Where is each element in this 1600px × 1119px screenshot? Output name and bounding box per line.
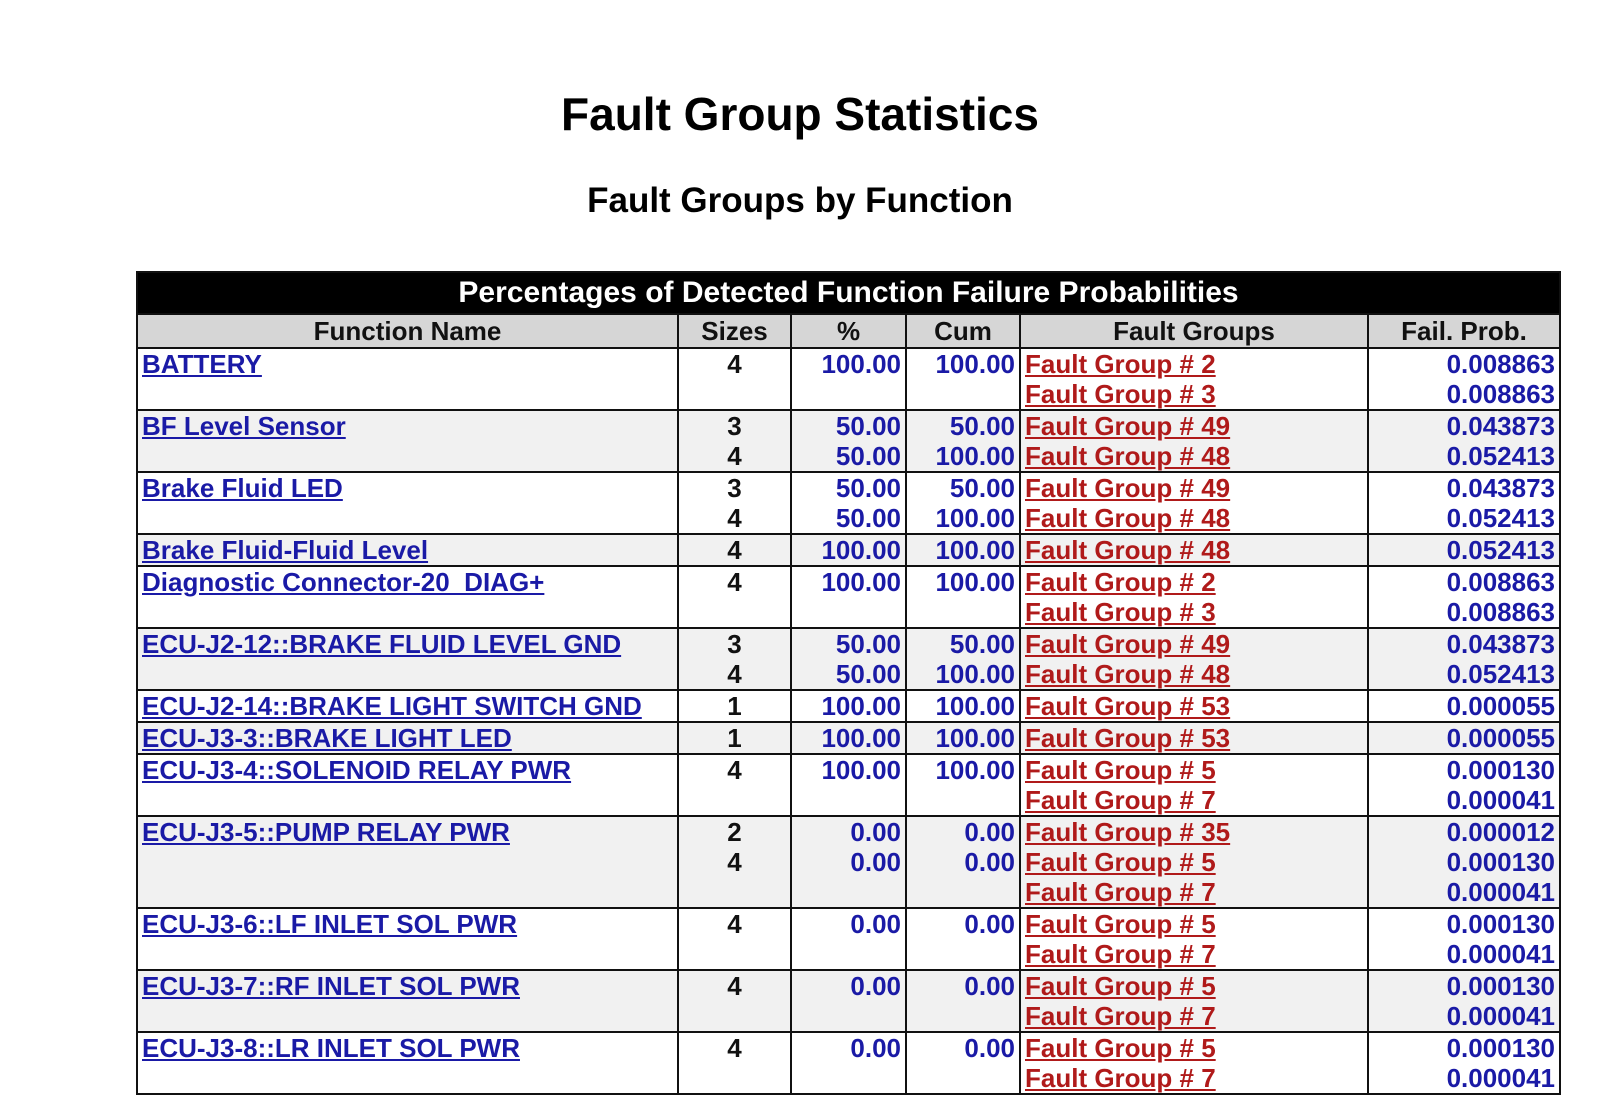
table-row — [137, 970, 1560, 1032]
function-link[interactable]: BF Level Sensor — [142, 411, 346, 441]
fault-group-link[interactable]: Fault Group # 53 — [1025, 723, 1231, 753]
cum-value: 0.00 — [964, 817, 1015, 847]
fault-group-link[interactable]: Fault Group # 7 — [1025, 785, 1216, 815]
fault-group-link[interactable]: Fault Group # 5 — [1025, 1033, 1216, 1063]
percent-value: 50.00 — [835, 441, 901, 471]
cum-cell — [906, 348, 1020, 410]
percent-cell — [791, 472, 906, 534]
function-link[interactable]: ECU-J3-4::SOLENOID RELAY PWR — [142, 755, 572, 785]
fault-group-link[interactable]: Fault Group # 5 — [1025, 909, 1216, 939]
fail-prob-cell — [1368, 722, 1560, 754]
fault-group-link[interactable]: Fault Group # 49 — [1025, 473, 1231, 503]
function-link[interactable]: ECU-J3-5::PUMP RELAY PWR — [142, 817, 510, 847]
fail-prob-value: 0.000041 — [1446, 1063, 1556, 1093]
function-name-cell — [137, 690, 678, 722]
percent-cell — [791, 534, 906, 566]
size-value: 3 — [727, 473, 742, 503]
percent-value: 50.00 — [835, 503, 901, 533]
table-caption: Percentages of Detected Function Failure Probabilities — [137, 272, 1560, 314]
percent-value: 0.00 — [850, 909, 901, 939]
fail-prob-value: 0.052413 — [1446, 659, 1556, 689]
fail-prob-cell — [1368, 816, 1560, 908]
fault-group-table — [136, 271, 1561, 1095]
fault-group-link[interactable]: Fault Group # 49 — [1025, 629, 1231, 659]
cum-cell — [906, 472, 1020, 534]
fail-prob-value: 0.008863 — [1446, 597, 1556, 627]
cum-value: 100.00 — [935, 691, 1015, 721]
cum-value: 50.00 — [949, 629, 1015, 659]
fault-groups-cell — [1020, 628, 1368, 690]
fail-prob-cell — [1368, 534, 1560, 566]
fail-prob-value: 0.052413 — [1446, 441, 1556, 471]
percent-value: 0.00 — [850, 971, 901, 1001]
cum-value: 100.00 — [935, 755, 1015, 785]
size-value: 4 — [727, 503, 742, 533]
fault-groups-cell — [1020, 754, 1368, 816]
size-value: 4 — [727, 909, 742, 939]
size-value: 4 — [727, 1033, 742, 1063]
function-name-cell — [137, 566, 678, 628]
fail-prob-value: 0.008863 — [1446, 349, 1556, 379]
fault-group-link[interactable]: Fault Group # 7 — [1025, 1063, 1216, 1093]
table-row — [137, 472, 1560, 534]
cum-value: 0.00 — [964, 1033, 1015, 1063]
column-header-fail-prob: Fail. Prob. — [1368, 314, 1560, 348]
function-name-cell — [137, 348, 678, 410]
percent-value: 50.00 — [835, 411, 901, 441]
cum-cell — [906, 628, 1020, 690]
percent-cell — [791, 628, 906, 690]
cum-cell — [906, 410, 1020, 472]
percent-value: 100.00 — [821, 691, 901, 721]
fail-prob-cell — [1368, 472, 1560, 534]
fail-prob-cell — [1368, 410, 1560, 472]
percent-cell — [791, 566, 906, 628]
percent-value: 100.00 — [821, 349, 901, 379]
column-header-sizes: Sizes — [678, 314, 791, 348]
fault-group-link[interactable]: Fault Group # 5 — [1025, 755, 1216, 785]
function-link[interactable]: Diagnostic Connector-20_DIAG+ — [142, 567, 545, 597]
function-name-cell — [137, 816, 678, 908]
function-name-cell — [137, 534, 678, 566]
table-row — [137, 754, 1560, 816]
page-subtitle: Fault Groups by Function — [587, 181, 1013, 220]
column-header-function-name: Function Name — [137, 314, 678, 348]
fault-group-link[interactable]: Fault Group # 35 — [1025, 817, 1231, 847]
column-header-fault-groups: Fault Groups — [1020, 314, 1368, 348]
size-value: 4 — [727, 535, 742, 565]
percent-cell — [791, 722, 906, 754]
fail-prob-value: 0.043873 — [1446, 473, 1556, 503]
fault-group-link[interactable]: Fault Group # 2 — [1025, 567, 1216, 597]
function-name-cell — [137, 410, 678, 472]
size-value: 4 — [727, 755, 742, 785]
fail-prob-cell — [1368, 690, 1560, 722]
function-link[interactable]: Brake Fluid-Fluid Level — [142, 535, 429, 565]
fail-prob-value: 0.052413 — [1446, 503, 1556, 533]
column-header-cum: Cum — [906, 314, 1020, 348]
cum-value: 50.00 — [949, 411, 1015, 441]
table-body — [137, 348, 1560, 1094]
percent-cell — [791, 970, 906, 1032]
size-cell — [678, 816, 791, 908]
fault-groups-cell — [1020, 534, 1368, 566]
page-title: Fault Group Statistics — [561, 88, 1039, 140]
size-value: 3 — [727, 629, 742, 659]
fail-prob-value: 0.000055 — [1446, 691, 1556, 721]
function-name-cell — [137, 722, 678, 754]
fail-prob-value: 0.008863 — [1446, 379, 1556, 409]
fault-group-table-container — [136, 271, 1559, 1095]
cum-cell — [906, 754, 1020, 816]
size-value: 2 — [727, 817, 742, 847]
fail-prob-value: 0.000130 — [1446, 755, 1556, 785]
fail-prob-value: 0.043873 — [1446, 411, 1556, 441]
fault-group-link[interactable]: Fault Group # 3 — [1025, 597, 1216, 627]
cum-cell — [906, 690, 1020, 722]
function-link[interactable]: ECU-J3-6::LF INLET SOL PWR — [142, 909, 518, 939]
fault-group-link[interactable]: Fault Group # 49 — [1025, 411, 1231, 441]
fail-prob-value: 0.000041 — [1446, 939, 1556, 969]
table-row — [137, 410, 1560, 472]
size-cell — [678, 970, 791, 1032]
fault-groups-cell — [1020, 908, 1368, 970]
fail-prob-value: 0.043873 — [1446, 629, 1556, 659]
function-link[interactable]: ECU-J3-3::BRAKE LIGHT LED — [142, 723, 512, 753]
cum-value: 100.00 — [935, 723, 1015, 753]
size-cell — [678, 566, 791, 628]
fault-groups-cell — [1020, 410, 1368, 472]
fail-prob-value: 0.000130 — [1446, 971, 1556, 1001]
size-cell — [678, 690, 791, 722]
percent-value: 50.00 — [835, 473, 901, 503]
size-cell — [678, 722, 791, 754]
fail-prob-cell — [1368, 348, 1560, 410]
fault-group-link[interactable]: Fault Group # 48 — [1025, 441, 1231, 471]
function-link[interactable]: Brake Fluid LED — [142, 473, 343, 503]
fail-prob-value: 0.000041 — [1446, 785, 1556, 815]
cum-value: 100.00 — [935, 659, 1015, 689]
cum-cell — [906, 970, 1020, 1032]
size-value: 1 — [727, 723, 742, 753]
function-name-cell — [137, 1032, 678, 1094]
percent-value: 100.00 — [821, 723, 901, 753]
percent-cell — [791, 410, 906, 472]
function-name-cell — [137, 754, 678, 816]
function-link[interactable]: ECU-J2-14::BRAKE LIGHT SWITCH GND — [142, 691, 642, 721]
fail-prob-cell — [1368, 754, 1560, 816]
percent-value: 100.00 — [821, 535, 901, 565]
fail-prob-value: 0.000130 — [1446, 1033, 1556, 1063]
size-value: 4 — [727, 659, 742, 689]
fault-group-link[interactable]: Fault Group # 3 — [1025, 379, 1216, 409]
percent-cell — [791, 816, 906, 908]
fail-prob-value: 0.000041 — [1446, 1001, 1556, 1031]
size-cell — [678, 534, 791, 566]
fault-groups-cell — [1020, 970, 1368, 1032]
fault-group-link[interactable]: Fault Group # 48 — [1025, 659, 1231, 689]
cum-value: 0.00 — [964, 909, 1015, 939]
percent-cell — [791, 754, 906, 816]
fail-prob-cell — [1368, 628, 1560, 690]
fault-groups-cell — [1020, 472, 1368, 534]
fail-prob-cell — [1368, 566, 1560, 628]
table-row — [137, 534, 1560, 566]
cum-value: 50.00 — [949, 473, 1015, 503]
size-cell — [678, 908, 791, 970]
percent-cell — [791, 1032, 906, 1094]
fault-groups-cell — [1020, 1032, 1368, 1094]
percent-cell — [791, 908, 906, 970]
fail-prob-value: 0.000055 — [1446, 723, 1556, 753]
fault-group-link[interactable]: Fault Group # 7 — [1025, 877, 1216, 907]
cum-value: 0.00 — [964, 847, 1015, 877]
fail-prob-value: 0.000130 — [1446, 909, 1556, 939]
fail-prob-cell — [1368, 1032, 1560, 1094]
cum-cell — [906, 566, 1020, 628]
fault-group-link[interactable]: Fault Group # 7 — [1025, 1001, 1216, 1031]
cum-value: 0.00 — [964, 971, 1015, 1001]
fault-groups-cell — [1020, 722, 1368, 754]
cum-cell — [906, 908, 1020, 970]
function-link[interactable]: ECU-J2-12::BRAKE FLUID LEVEL GND — [142, 629, 622, 659]
cum-cell — [906, 534, 1020, 566]
fail-prob-value: 0.052413 — [1446, 535, 1556, 565]
function-name-cell — [137, 908, 678, 970]
fault-group-link[interactable]: Fault Group # 48 — [1025, 535, 1231, 565]
cum-cell — [906, 722, 1020, 754]
table-row — [137, 816, 1560, 908]
table-row — [137, 566, 1560, 628]
cum-cell — [906, 816, 1020, 908]
size-cell — [678, 1032, 791, 1094]
column-header-percent: % — [791, 314, 906, 348]
fault-group-link[interactable]: Fault Group # 48 — [1025, 503, 1231, 533]
size-value: 4 — [727, 971, 742, 1001]
fault-group-link[interactable]: Fault Group # 5 — [1025, 971, 1216, 1001]
percent-value: 100.00 — [821, 567, 901, 597]
cum-value: 100.00 — [935, 349, 1015, 379]
percent-value: 50.00 — [835, 629, 901, 659]
size-cell — [678, 410, 791, 472]
function-name-cell — [137, 628, 678, 690]
cum-value: 100.00 — [935, 441, 1015, 471]
percent-value: 0.00 — [850, 1033, 901, 1063]
fault-group-link[interactable]: Fault Group # 7 — [1025, 939, 1216, 969]
size-cell — [678, 628, 791, 690]
fault-groups-cell — [1020, 816, 1368, 908]
cum-value: 100.00 — [935, 503, 1015, 533]
size-value: 4 — [727, 847, 742, 877]
function-name-cell — [137, 472, 678, 534]
fail-prob-value: 0.000041 — [1446, 877, 1556, 907]
table-row — [137, 722, 1560, 754]
function-link[interactable]: ECU-J3-8::LR INLET SOL PWR — [142, 1033, 520, 1063]
fail-prob-cell — [1368, 970, 1560, 1032]
function-link[interactable]: ECU-J3-7::RF INLET SOL PWR — [142, 971, 520, 1001]
fault-group-link[interactable]: Fault Group # 2 — [1025, 349, 1216, 379]
fail-prob-value: 0.000130 — [1446, 847, 1556, 877]
function-name-cell — [137, 970, 678, 1032]
size-value: 4 — [727, 349, 742, 379]
size-value: 3 — [727, 411, 742, 441]
table-row — [137, 628, 1560, 690]
cum-cell — [906, 1032, 1020, 1094]
percent-value: 100.00 — [821, 755, 901, 785]
percent-value: 0.00 — [850, 817, 901, 847]
table-row — [137, 348, 1560, 410]
percent-value: 0.00 — [850, 847, 901, 877]
function-link[interactable]: BATTERY — [142, 349, 262, 379]
table-row — [137, 690, 1560, 722]
cum-value: 100.00 — [935, 535, 1015, 565]
fail-prob-cell — [1368, 908, 1560, 970]
size-value: 4 — [727, 441, 742, 471]
size-value: 1 — [727, 691, 742, 721]
size-value: 4 — [727, 567, 742, 597]
fail-prob-value: 0.000012 — [1446, 817, 1556, 847]
percent-value: 50.00 — [835, 659, 901, 689]
size-cell — [678, 348, 791, 410]
fault-group-link[interactable]: Fault Group # 5 — [1025, 847, 1216, 877]
fail-prob-value: 0.008863 — [1446, 567, 1556, 597]
fault-groups-cell — [1020, 566, 1368, 628]
size-cell — [678, 472, 791, 534]
size-cell — [678, 754, 791, 816]
cum-value: 100.00 — [935, 567, 1015, 597]
fault-groups-cell — [1020, 690, 1368, 722]
percent-cell — [791, 348, 906, 410]
percent-cell — [791, 690, 906, 722]
fault-group-link[interactable]: Fault Group # 53 — [1025, 691, 1231, 721]
fault-groups-cell — [1020, 348, 1368, 410]
table-row — [137, 1032, 1560, 1094]
table-row — [137, 908, 1560, 970]
